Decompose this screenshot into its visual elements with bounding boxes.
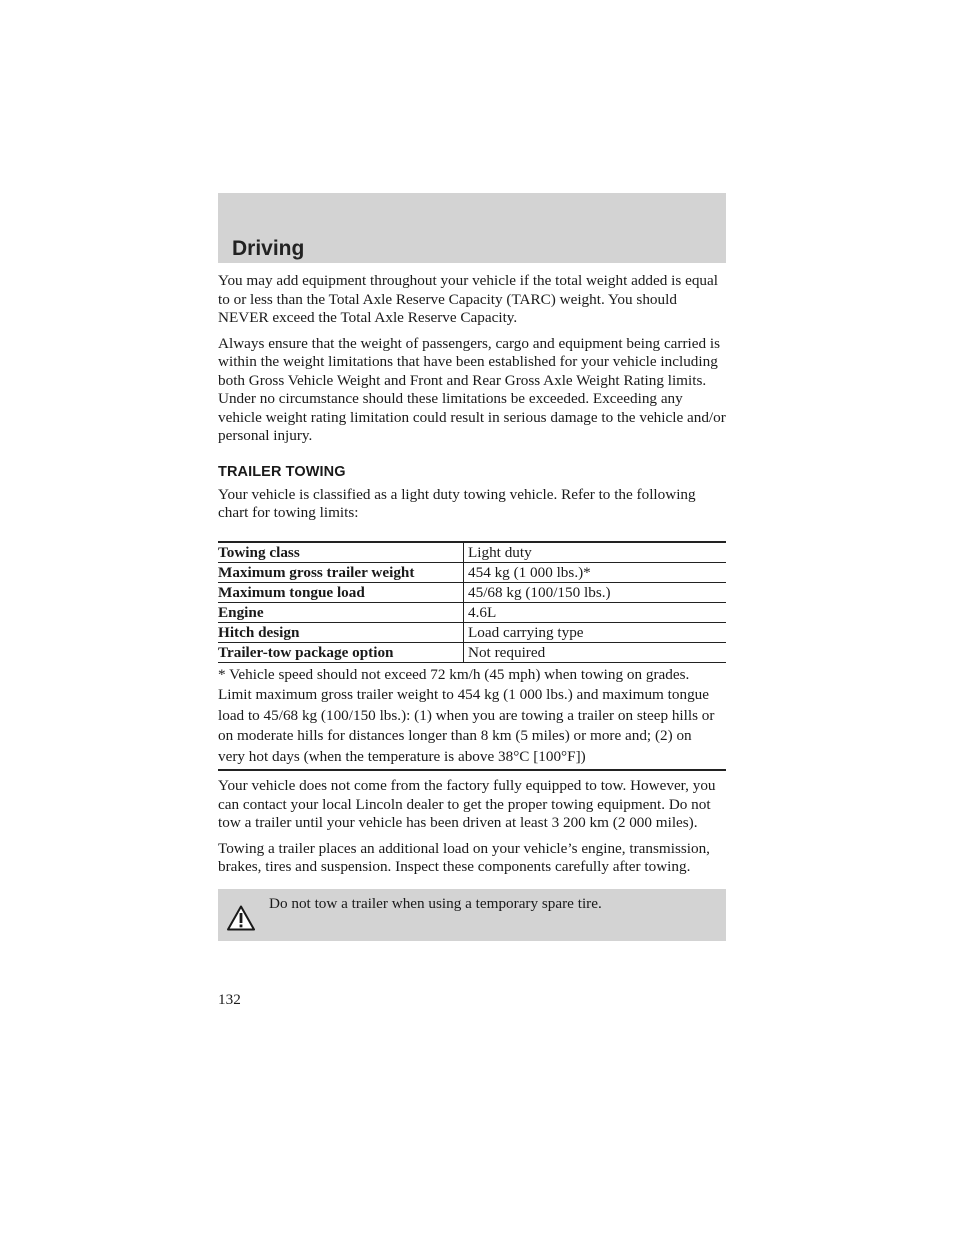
section-heading-trailer-towing: TRAILER TOWING <box>218 463 346 480</box>
row-label: Engine <box>218 602 464 622</box>
paragraph-factory-equipment: Your vehicle does not come from the factory fully equipped to tow. However, you can contact your local Lincoln dealer to get the proper towing equipment. Do not tow a trailer until your vehicle has been driven at least 3 200 km (2 000 miles). <box>218 777 716 831</box>
row-label: Towing class <box>218 542 464 563</box>
table-footnote-row <box>218 662 726 770</box>
warning-text: Do not tow a trailer when using a temporary spare tire. <box>269 894 602 912</box>
row-value: Not required <box>464 642 727 662</box>
row-value: 45/68 kg (100/150 lbs.) <box>464 582 727 602</box>
row-label: Maximum gross trailer weight <box>218 562 464 582</box>
warning-box <box>218 889 726 941</box>
paragraph-weight-limits: Always ensure that the weight of passengers, cargo and equipment being carried is within the weight limitations that have been established for your vehicle including both Gross Vehicle Weight and Front and Rear Gross Axle Weight Rating limits. Under no circumstance should these limitations be exceeded. Exceeding any vehicle weight rating limitation could result in serious damage to the vehicle and/or personal injury. <box>218 334 726 444</box>
row-label: Trailer-tow package option <box>218 642 464 662</box>
row-value: 4.6L <box>464 602 727 622</box>
row-value: Load carrying type <box>464 622 727 642</box>
table-row <box>218 542 726 563</box>
paragraph-tarc: You may add equipment throughout your vehicle if the total weight added is equal to or less than the Total Axle Reserve Capacity (TARC) weight. You should NEVER exceed the Total Axle Reserve Capacity. <box>218 272 718 326</box>
row-label: Hitch design <box>218 622 464 642</box>
towing-limits-table <box>218 541 726 772</box>
page-number: 132 <box>218 991 241 1008</box>
table-row <box>218 562 726 582</box>
section-title: Driving <box>232 237 305 260</box>
section-header-band <box>218 193 726 263</box>
table-row <box>218 582 726 602</box>
table-row <box>218 602 726 622</box>
table-footnote: * Vehicle speed should not exceed 72 km/h (45 mph) when towing on grades. Limit maximum gross trailer weight to 454 kg (1 000 lbs.) and maximum tongue load to 45/68 kg (100/150 lbs.): (1) when you are towing a trailer on steep hills or on moderate hills for distances longer than 8 km (5 miles) or more and; (2) on very hot days (when the temperature is above 38°C [100°F]) <box>218 662 726 770</box>
row-value: 454 kg (1 000 lbs.)* <box>464 562 727 582</box>
table-row <box>218 622 726 642</box>
row-label: Maximum tongue load <box>218 582 464 602</box>
warning-triangle-icon <box>227 905 255 931</box>
paragraph-inspect-components: Towing a trailer places an additional load on your vehicle’s engine, transmission, brakes, tires and suspension. Inspect these components carefully after towing. <box>218 839 710 875</box>
row-value: Light duty <box>464 542 727 563</box>
table-row <box>218 642 726 662</box>
paragraph-towing-intro: Your vehicle is classified as a light duty towing vehicle. Refer to the following chart for towing limits: <box>218 485 696 521</box>
page-content <box>218 272 726 941</box>
